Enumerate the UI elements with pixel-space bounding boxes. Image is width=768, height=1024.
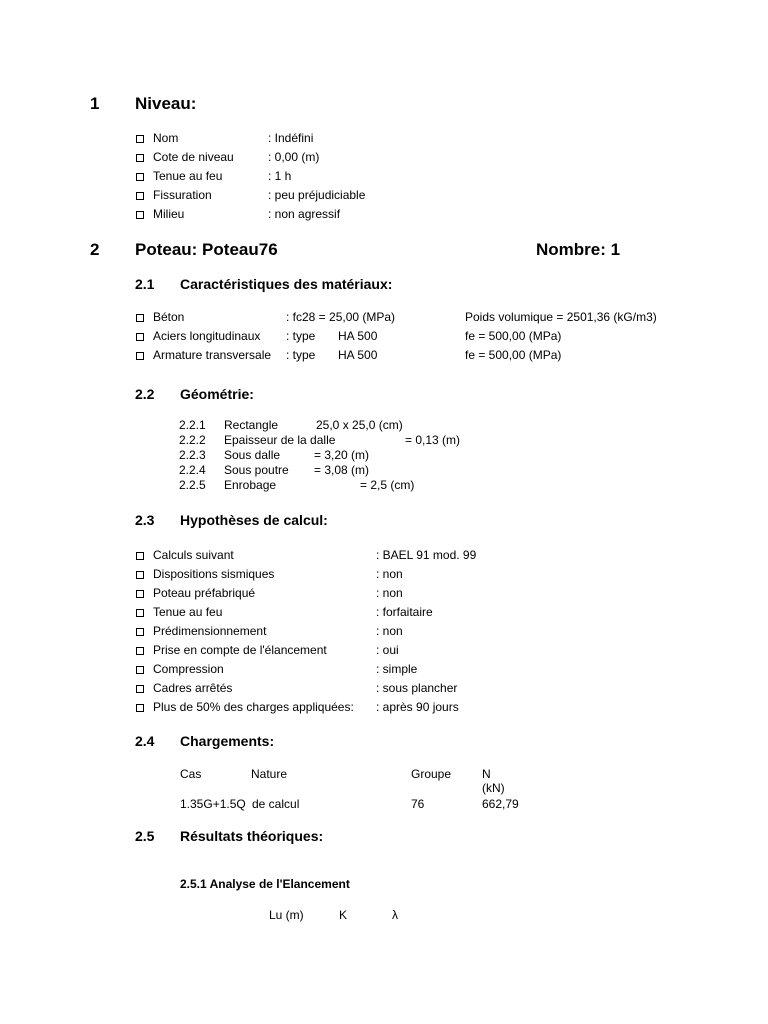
hypothesis-value: : simple xyxy=(376,662,418,676)
hypothesis-value: : sous plancher xyxy=(376,681,458,695)
hypothesis-value: : non xyxy=(376,624,403,638)
checkbox-icon xyxy=(136,704,144,712)
hypothesis-label: Prise en compte de l'élancement xyxy=(153,643,327,657)
geometry-number: 2.2.1 xyxy=(179,418,206,432)
subsection-title: Caractéristiques des matériaux: xyxy=(180,276,393,292)
section-number: 1 xyxy=(90,94,100,113)
subsection-number: 2.4 xyxy=(135,733,155,749)
property-value: : Indéfini xyxy=(268,131,314,145)
geometry-number: 2.2.4 xyxy=(179,463,206,477)
checkbox-icon xyxy=(136,173,144,181)
checkbox-icon xyxy=(136,609,144,617)
geometry-number: 2.2.3 xyxy=(179,448,206,462)
hypothesis-label: Tenue au feu xyxy=(153,605,223,619)
material-grade: HA 500 xyxy=(338,348,378,362)
section-number: 2 xyxy=(90,240,100,259)
geometry-value: = 3,20 (m) xyxy=(314,448,370,462)
checkbox-icon xyxy=(136,647,144,655)
geometry-label: Epaisseur de la dalle xyxy=(224,433,336,447)
checkbox-icon xyxy=(136,192,144,200)
table-header-groupe: Groupe xyxy=(411,767,452,781)
geometry-value: = 0,13 (m) xyxy=(405,433,461,447)
property-value: : 0,00 (m) xyxy=(268,150,320,164)
geometry-value: = 3,08 (m) xyxy=(314,463,370,477)
material-label: Béton xyxy=(153,310,185,324)
material-grade: HA 500 xyxy=(338,329,378,343)
geometry-label: Rectangle xyxy=(224,418,279,432)
geometry-value: = 2,5 (cm) xyxy=(360,478,415,492)
subsection-title: Géométrie: xyxy=(180,386,254,402)
property-label: Cote de niveau xyxy=(153,150,234,164)
table-header-nature: Nature xyxy=(251,767,288,781)
checkbox-icon xyxy=(136,628,144,636)
checkbox-icon xyxy=(136,590,144,598)
property-label: Tenue au feu xyxy=(153,169,223,183)
checkbox-icon xyxy=(136,571,144,579)
property-label: Fissuration xyxy=(153,188,212,202)
material-extra: Poids volumique = 2501,36 (kG/m3) xyxy=(465,310,657,324)
hypothesis-value: : oui xyxy=(376,643,399,657)
property-label: Nom xyxy=(153,131,179,145)
hypothesis-value: : non xyxy=(376,567,403,581)
checkbox-icon xyxy=(136,135,144,143)
hypothesis-label: Dispositions sismiques xyxy=(153,567,275,581)
column-header-lu: Lu (m) xyxy=(269,908,304,922)
checkbox-icon xyxy=(136,211,144,219)
hypothesis-label: Calculs suivant xyxy=(153,548,234,562)
geometry-label: Enrobage xyxy=(224,478,277,492)
subsection-title: Chargements: xyxy=(180,733,275,749)
checkbox-icon xyxy=(136,352,144,360)
section-title: Niveau: xyxy=(135,94,197,113)
subsection-number: 2.3 xyxy=(135,512,155,528)
subsection-number: 2.2 xyxy=(135,386,155,402)
geometry-label: Sous dalle xyxy=(224,448,281,462)
subsection-title: Résultats théoriques: xyxy=(180,828,324,844)
element-count: Nombre: 1 xyxy=(536,240,621,259)
geometry-number: 2.2.5 xyxy=(179,478,206,492)
table-cell-groupe: 76 xyxy=(411,797,425,811)
material-label: Armature transversale xyxy=(153,348,272,362)
geometry-label: Sous poutre xyxy=(224,463,289,477)
material-value: : fc28 = 25,00 (MPa) xyxy=(286,310,396,324)
property-value: : peu préjudiciable xyxy=(268,188,366,202)
subsection-number: 2.1 xyxy=(135,276,155,292)
hypothesis-label: Compression xyxy=(153,662,224,676)
hypothesis-value: : BAEL 91 mod. 99 xyxy=(376,548,477,562)
table-cell-cas: 1.35G+1.5Q xyxy=(180,797,246,811)
property-value: : 1 h xyxy=(268,169,292,183)
checkbox-icon xyxy=(136,552,144,560)
geometry-value: 25,0 x 25,0 (cm) xyxy=(316,418,403,432)
subsection-number: 2.5 xyxy=(135,828,155,844)
hypothesis-label: Plus de 50% des charges appliquées: xyxy=(153,700,354,714)
hypothesis-value: : forfaitaire xyxy=(376,605,433,619)
checkbox-icon xyxy=(136,333,144,341)
material-extra: fe = 500,00 (MPa) xyxy=(465,348,562,362)
table-header-cas: Cas xyxy=(180,767,202,781)
hypothesis-label: Poteau préfabriqué xyxy=(153,586,256,600)
checkbox-icon xyxy=(136,666,144,674)
table-cell-n: 662,79 xyxy=(482,797,519,811)
column-header-k: K xyxy=(339,908,348,922)
table-cell-nature: de calcul xyxy=(252,797,300,811)
column-header-lambda: λ xyxy=(392,908,398,922)
material-value: : type xyxy=(286,348,316,362)
table-header-unit: (kN) xyxy=(482,781,505,795)
subsection-title: Hypothèses de calcul: xyxy=(180,512,328,528)
property-value: : non agressif xyxy=(268,207,341,221)
hypothesis-value: : après 90 jours xyxy=(376,700,459,714)
hypothesis-label: Prédimensionnement xyxy=(153,624,267,638)
hypothesis-value: : non xyxy=(376,586,403,600)
property-label: Milieu xyxy=(153,207,185,221)
checkbox-icon xyxy=(136,154,144,162)
material-extra: fe = 500,00 (MPa) xyxy=(465,329,562,343)
section-title: Poteau: Poteau76 xyxy=(135,240,278,259)
geometry-number: 2.2.2 xyxy=(179,433,206,447)
sub-subsection-title: 2.5.1 Analyse de l'Elancement xyxy=(180,877,350,891)
material-label: Aciers longitudinaux xyxy=(153,329,261,343)
material-value: : type xyxy=(286,329,316,343)
checkbox-icon xyxy=(136,685,144,693)
checkbox-icon xyxy=(136,314,144,322)
hypothesis-label: Cadres arrêtés xyxy=(153,681,233,695)
table-header-n: N xyxy=(482,767,491,781)
